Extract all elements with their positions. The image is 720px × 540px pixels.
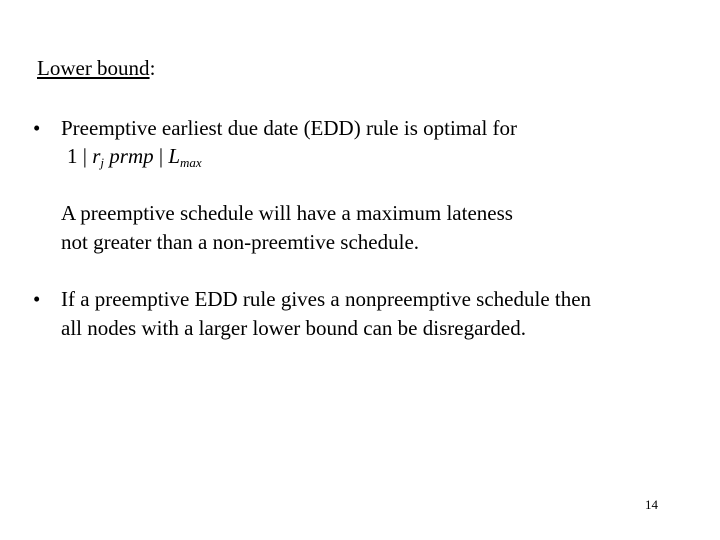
bullet-2-line-2: all nodes with a larger lower bound can be disregarded. <box>61 316 526 340</box>
slide-heading <box>37 55 155 81</box>
bullet-marker-1: • <box>33 116 41 140</box>
formula <box>67 143 202 169</box>
formula-L: L <box>168 144 181 168</box>
heading-colon: : <box>149 56 156 80</box>
formula-separator: | <box>153 144 169 168</box>
bullet-marker-2: • <box>33 287 41 311</box>
formula-prmp: prmp <box>104 144 154 168</box>
bullet-1-paragraph-line-1: A preemptive schedule will have a maximum lateness <box>61 201 513 225</box>
bullet-1-line-1: Preemptive earliest due date (EDD) rule is optimal for <box>61 116 518 140</box>
formula-r-subscript: j <box>100 155 105 170</box>
formula-prefix: 1 | <box>67 144 93 168</box>
page-number: 14 <box>645 497 658 512</box>
bullet-1-paragraph-line-2: not greater than a non-preemtive schedule. <box>61 230 420 254</box>
heading-text: Lower bound <box>37 56 150 80</box>
formula-r: r <box>92 144 101 168</box>
bullet-2-line-1: If a preemptive EDD rule gives a nonpreemptive schedule then <box>61 287 592 311</box>
formula-L-subscript: max <box>180 155 202 170</box>
